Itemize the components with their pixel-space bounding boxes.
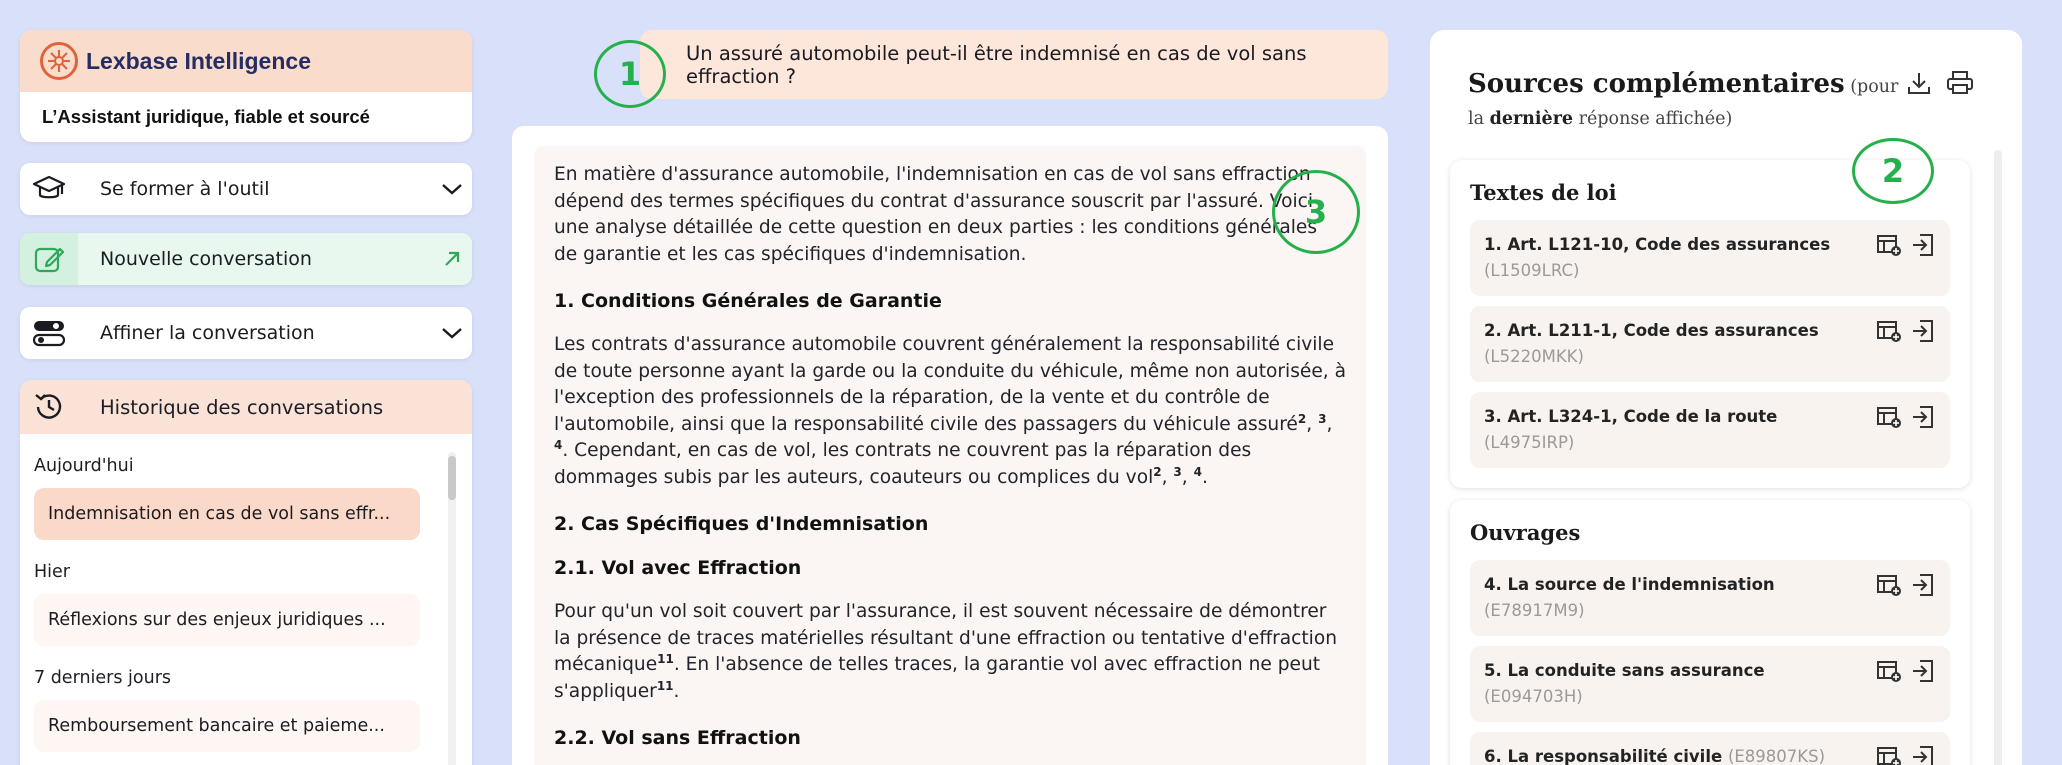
sources-title bbox=[1468, 68, 1908, 135]
citation-link[interactable]: 3 bbox=[1173, 464, 1182, 479]
history-item[interactable]: Indemnisation en cas de vol sans effr... bbox=[34, 488, 420, 540]
sources-subtitle-bold: dernière bbox=[1489, 109, 1574, 129]
open-link-icon[interactable] bbox=[1910, 744, 1936, 765]
sources-subtitle-part: (pour la bbox=[1468, 77, 1899, 129]
citation-link[interactable]: 4 bbox=[554, 437, 563, 452]
history-header[interactable] bbox=[20, 380, 472, 434]
history-section-today: Aujourd'hui bbox=[34, 456, 134, 476]
source-item[interactable] bbox=[1470, 306, 1950, 382]
history-scrollbar[interactable] bbox=[448, 452, 456, 765]
answer-heading-1: 1. Conditions Générales de Garantie bbox=[554, 290, 942, 312]
add-table-icon[interactable] bbox=[1876, 404, 1902, 430]
laws-title: Textes de loi bbox=[1470, 180, 1617, 205]
source-ref: (E89807KS) bbox=[1727, 747, 1826, 765]
open-link-icon[interactable] bbox=[1910, 232, 1936, 258]
history-section-week: 7 derniers jours bbox=[34, 668, 172, 688]
open-link-icon[interactable] bbox=[1910, 572, 1936, 598]
add-table-icon[interactable] bbox=[1876, 744, 1902, 765]
source-label: 2. Art. L211-1, Code des assurances bbox=[1484, 321, 1819, 340]
open-link-icon[interactable] bbox=[1910, 658, 1936, 684]
refine-conversation-button[interactable] bbox=[20, 307, 472, 359]
history-icon bbox=[20, 390, 78, 424]
history-item[interactable]: Remboursement bancaire et paieme... bbox=[34, 700, 420, 752]
brand-title: Lexbase Intelligence bbox=[86, 47, 311, 74]
sources-subtitle-part: réponse affichée) bbox=[1573, 109, 1733, 129]
history-item[interactable]: Réflexions sur des enjeux juridiques ... bbox=[34, 594, 420, 646]
source-ref: (E78917M9) bbox=[1484, 601, 1585, 620]
new-conversation-button[interactable] bbox=[20, 233, 472, 285]
source-item[interactable] bbox=[1470, 732, 1950, 765]
citation-link[interactable]: 2 bbox=[1153, 464, 1162, 479]
sources-panel bbox=[1430, 30, 2022, 765]
source-label: 1. Art. L121-10, Code des assurances bbox=[1484, 235, 1831, 254]
chevron-down-icon bbox=[432, 326, 472, 340]
sources-scrollbar[interactable] bbox=[1994, 150, 2002, 765]
history-section-yesterday: Hier bbox=[34, 562, 70, 582]
user-question-text: Un assuré automobile peut-il être indemnisé en cas de vol sans effraction ? bbox=[686, 41, 1307, 88]
source-ref: (E094703H) bbox=[1484, 687, 1583, 706]
edit-icon bbox=[20, 233, 78, 285]
lexbase-logo-icon bbox=[40, 42, 78, 80]
answer-paragraph-1: Les contrats d'assurance automobile couvrent généralement la responsabilité civile de toute personne ayant la garde ou la conduite du véhicule, même non autorisée, à l'exception des professionnels de la réparation, de la vente et du contrôle de l'automobile, ainsi que la responsabilité civile des passagers du véhicule assuré$^2$, $^3$, $^4$. Cependant, en cas de vol, les contrats ne couvrent pas la réparation des dommages subis par les auteurs, coauteurs ou complices du vol$^2$, $^3$, $^4$. bbox=[554, 334, 1346, 488]
annotation-marker-2: 2 bbox=[1852, 138, 1934, 204]
add-table-icon[interactable] bbox=[1876, 572, 1902, 598]
answer-heading-2-1: 2.1. Vol avec Effraction bbox=[554, 557, 802, 579]
paragraph-text: . En l'absence de telles traces, la garantie vol avec effraction ne peut s'appliquer bbox=[554, 654, 1321, 702]
source-ref: (L4975IRP) bbox=[1484, 433, 1575, 452]
paragraph-text: Les contrats d'assurance automobile couvrent généralement la responsabilité civile de toute personne ayant la garde ou la conduite du véhicule, même non autorisée, à l'exception des professionnels de la réparation, de la vente et du contrôle de l'automobile, ainsi que la responsabilité civile des passagers du véhicule assuré bbox=[554, 334, 1346, 435]
sources-title-main: Sources complémentaires bbox=[1468, 69, 1845, 99]
brand-tagline: L’Assistant juridique, fiable et sourcé bbox=[42, 106, 370, 127]
print-icon[interactable] bbox=[1946, 70, 1974, 100]
new-conversation-label: Nouvelle conversation bbox=[100, 248, 312, 270]
train-tool-label: Se former à l'outil bbox=[100, 178, 270, 200]
source-item[interactable] bbox=[1470, 646, 1950, 722]
add-table-icon[interactable] bbox=[1876, 658, 1902, 684]
source-label: 5. La conduite sans assurance bbox=[1484, 661, 1765, 680]
source-ref: (L1509LRC) bbox=[1484, 261, 1580, 280]
train-tool-button[interactable] bbox=[20, 163, 472, 215]
source-item[interactable] bbox=[1470, 392, 1950, 468]
paragraph-text: . Cependant, en cas de vol, les contrats ne couvrent pas la réparation des dommages subis par les auteurs, coauteurs ou complices du vol bbox=[554, 440, 1252, 488]
works-section bbox=[1450, 500, 1970, 765]
laws-section bbox=[1450, 160, 1970, 488]
citation-link[interactable]: 11 bbox=[657, 651, 674, 666]
graduation-cap-icon bbox=[20, 163, 78, 215]
answer-intro: En matière d'assurance automobile, l'indemnisation en cas de vol sans effraction dépend des termes spécifiques du contrat d'assurance souscrit par l'assuré. Voici une analyse détaillée de cette question en deux parties : les conditions générales de garantie et les cas spécifiques d'indemnisation. bbox=[554, 164, 1318, 265]
works-title: Ouvrages bbox=[1470, 520, 1581, 545]
answer-heading-2: 2. Cas Spécifiques d'Indemnisation bbox=[554, 513, 929, 535]
add-table-icon[interactable] bbox=[1876, 232, 1902, 258]
source-ref: (L5220MKK) bbox=[1484, 347, 1584, 366]
source-item[interactable] bbox=[1470, 560, 1950, 636]
answer-card bbox=[512, 126, 1388, 765]
answer-heading-2-2: 2.2. Vol sans Effraction bbox=[554, 727, 801, 749]
open-link-icon[interactable] bbox=[1910, 318, 1936, 344]
answer-content bbox=[534, 146, 1366, 765]
chevron-down-icon bbox=[432, 182, 472, 196]
source-label: 4. La source de l'indemnisation bbox=[1484, 575, 1775, 594]
citation-link[interactable]: 2 bbox=[1297, 411, 1307, 426]
open-link-icon[interactable] bbox=[1910, 404, 1936, 430]
toggle-settings-icon bbox=[20, 307, 78, 359]
source-item[interactable] bbox=[1470, 220, 1950, 296]
citation-link[interactable]: 11 bbox=[656, 678, 674, 693]
source-label: 3. Art. L324-1, Code de la route bbox=[1484, 407, 1778, 426]
sources-toolbar bbox=[1906, 70, 1974, 100]
annotation-marker-3: 3 bbox=[1272, 170, 1360, 254]
history-panel bbox=[20, 380, 472, 765]
arrow-up-right-icon bbox=[432, 250, 472, 268]
brand-header bbox=[20, 30, 472, 92]
download-icon[interactable] bbox=[1906, 70, 1932, 100]
citation-link[interactable]: 3 bbox=[1318, 411, 1327, 426]
annotation-marker-1: 1 bbox=[594, 40, 666, 108]
brand-card bbox=[20, 30, 472, 142]
user-question-bubble bbox=[640, 30, 1388, 99]
paragraph-text: Pour qu'un vol soit couvert par l'assurance, il est souvent nécessaire de démontrer la présence de traces matérielles résultant d'une effraction ou tentative d'effraction mécanique bbox=[554, 601, 1338, 675]
history-scrollbar-thumb[interactable] bbox=[448, 456, 456, 500]
answer-paragraph-2: Pour qu'un vol soit couvert par l'assurance, il est souvent nécessaire de démontrer la présence de traces matérielles résultant d'une effraction ou tentative d'effraction mécanique$^{11}$. En l'absence de telles traces, la garantie vol avec effraction ne peut s'appliquer$^{11}$. bbox=[554, 601, 1338, 702]
source-label: 6. La responsabilité civile bbox=[1484, 747, 1723, 765]
refine-conversation-label: Affiner la conversation bbox=[100, 322, 315, 344]
citation-link[interactable]: 4 bbox=[1193, 464, 1202, 479]
history-title: Historique des conversations bbox=[100, 395, 384, 419]
add-table-icon[interactable] bbox=[1876, 318, 1902, 344]
